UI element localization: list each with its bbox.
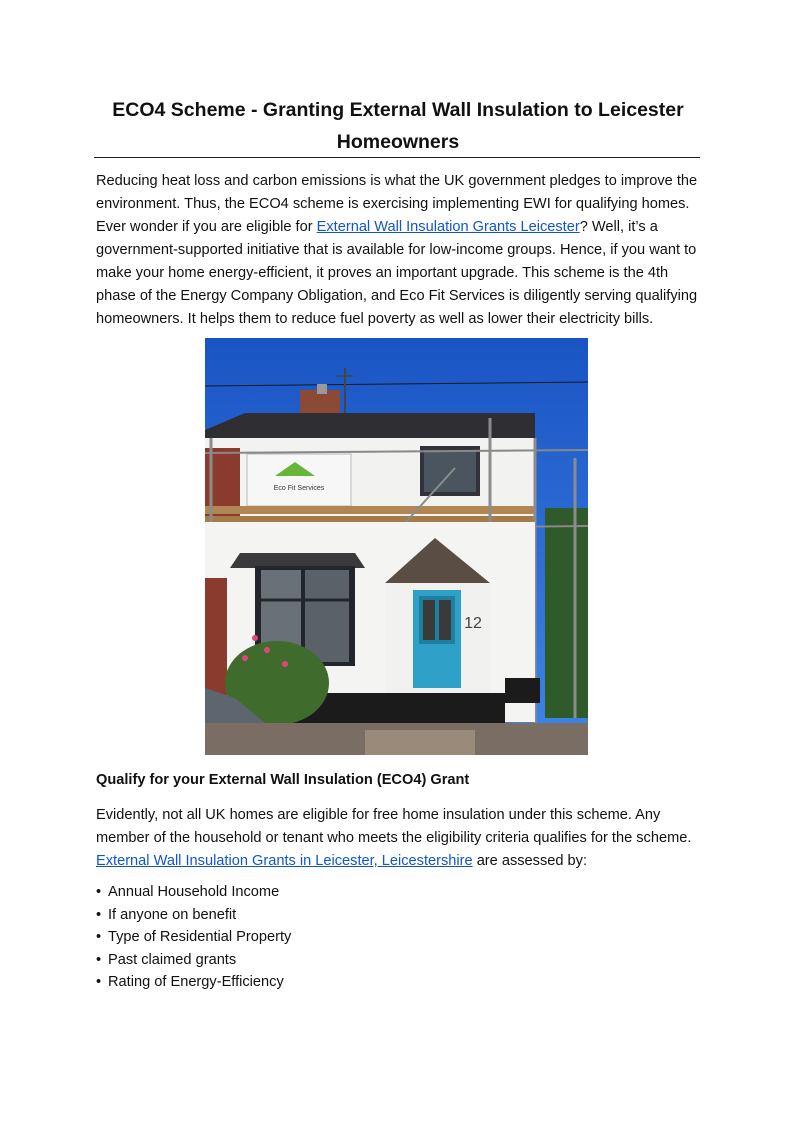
bullet-icon: •: [96, 951, 102, 968]
bullet-icon: •: [96, 884, 102, 900]
bullet-icon: •: [96, 974, 102, 991]
house-number: 12: [464, 615, 482, 632]
ewi-grants-leicestershire-link[interactable]: External Wall Insulation Grants in Leicester, Leicestershire: [96, 853, 473, 869]
page-title: ECO4 Scheme - Granting External Wall Insulation to Leicester Homeowners: [112, 99, 684, 153]
ewi-grants-leicester-link[interactable]: External Wall Insulation Grants Leicester: [316, 219, 580, 235]
list-item: • If anyone on benefit: [96, 904, 291, 927]
title-divider: [94, 157, 700, 158]
section-heading: Qualify for your External Wall Insulation (ECO4) Grant: [96, 772, 470, 788]
list-item: • Type of Residential Property: [96, 926, 291, 949]
intro-text-2: ? Well, it’s a government-supported initiative that is available for low-income groups. Hence, if you want to make your home energy-efficient, it proves an important upgrade. This scheme is the 4th phase of the Energy Company Obligation, and Eco Fit Services is diligently serving qualifying homeowners. It helps them to reduce fuel poverty as well as lower their electricity bills.: [96, 219, 698, 327]
intro-text-1: Reducing heat loss and carbon emissions is what the UK government pledges to improve the environment. Thus, the ECO4 scheme is exercising implementing EWI for qualifying homes. Ever wonder if you are eligible for: [96, 173, 698, 235]
section-text-2: are assessed by:: [472, 853, 588, 869]
bullet-icon: •: [96, 906, 102, 923]
section-paragraph: [96, 804, 704, 873]
bullet-icon: •: [96, 929, 102, 946]
list-item: • Past claimed grants: [96, 949, 291, 972]
banner-label: Eco Fit Services: [273, 485, 325, 492]
section-text-1: Evidently, not all UK homes are eligible for free home insulation under this scheme. Any member of the household or tenant who meets the eligibility criteria qualifies for the scheme.: [96, 807, 692, 846]
intro-paragraph: [96, 170, 704, 331]
list-item: • Annual Household Income: [96, 881, 291, 904]
eligibility-criteria-list: [96, 881, 291, 994]
house-photo: [205, 338, 588, 755]
list-item: • Rating of Energy-Efficiency: [96, 971, 291, 994]
